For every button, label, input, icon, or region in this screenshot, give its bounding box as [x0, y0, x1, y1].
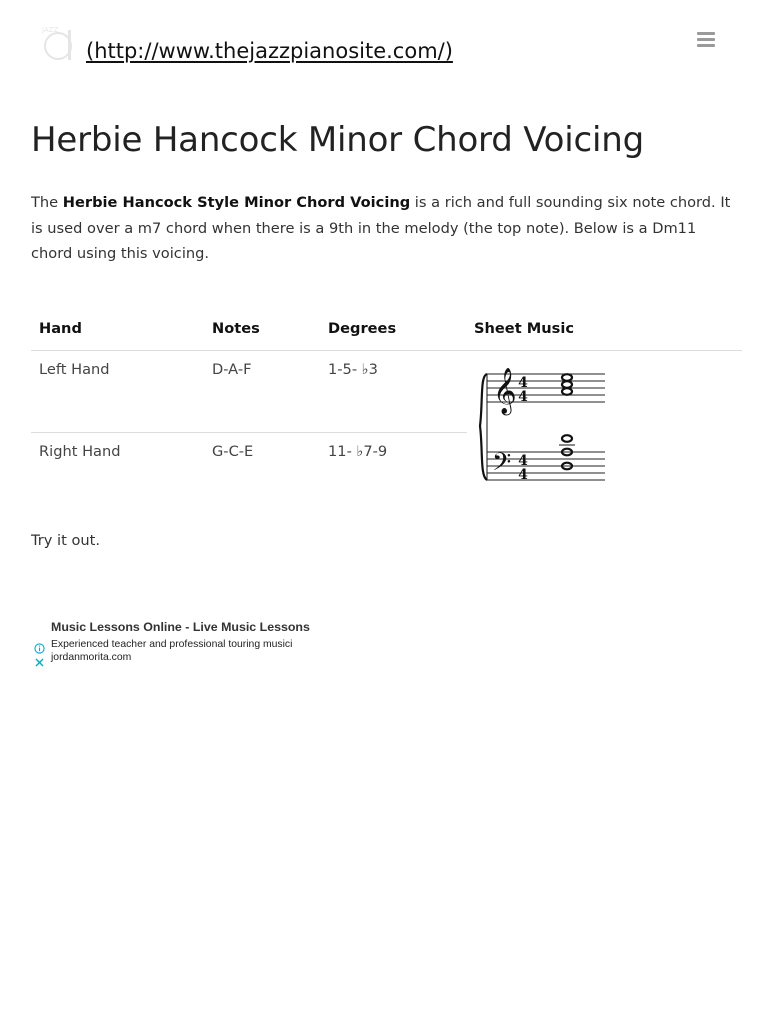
- ad-info-icon[interactable]: [34, 643, 45, 654]
- ad-url[interactable]: jordanmorita.com: [51, 652, 132, 663]
- try-it-out-text: Try it out.: [31, 532, 100, 549]
- column-header-notes: Notes: [212, 320, 260, 337]
- column-header-hand: Hand: [39, 320, 82, 337]
- table-header-divider: [31, 350, 742, 351]
- bass-clef-icon: 𝄢: [492, 448, 512, 483]
- intro-bold-term: Herbie Hancock Style Minor Chord Voicing: [62, 194, 411, 211]
- ad-close-icon[interactable]: [34, 657, 45, 668]
- treble-chord-notes: [562, 374, 572, 395]
- intro-suffix: is a rich and full sounding six note chord. It is used over a m7 chord when there is a 9th in the melody (the top note). Below is a Dm11 chord using this voicing.: [31, 194, 731, 262]
- ad-title[interactable]: Music Lessons Online - Live Music Lessons: [51, 620, 310, 634]
- row-left-hand-degrees: 1-5- ♭3: [328, 361, 378, 378]
- ad-description[interactable]: Experienced teacher and professional touring musici: [51, 639, 293, 650]
- svg-text:4: 4: [518, 453, 528, 469]
- treble-clef-icon: 𝄞: [493, 368, 517, 414]
- site-header: [0, 0, 768, 95]
- svg-text:4: 4: [518, 467, 528, 483]
- row-right-hand-degrees: 11- ♭7-9: [328, 443, 388, 460]
- row-left-hand-notes: D-A-F: [212, 361, 252, 378]
- intro-prefix: The: [31, 194, 63, 211]
- table-row-divider: [31, 432, 467, 433]
- row-left-hand-hand: Left Hand: [39, 361, 110, 378]
- grand-staff-chord-image: [477, 362, 611, 494]
- svg-text:4: 4: [518, 375, 528, 391]
- svg-text:JAZZ: JAZZ: [42, 26, 59, 34]
- column-header-sheet-music: Sheet Music: [474, 320, 575, 337]
- row-right-hand-notes: G-C-E: [212, 443, 254, 460]
- intro-paragraph: [31, 190, 739, 267]
- ad-banner[interactable]: [31, 618, 310, 672]
- row-right-hand-hand: Right Hand: [39, 443, 121, 460]
- svg-text:4: 4: [518, 389, 528, 405]
- site-home-link[interactable]: (http://www.thejazzpianosite.com/): [86, 39, 453, 63]
- column-header-degrees: Degrees: [328, 320, 397, 337]
- page-title: Herbie Hancock Minor Chord Voicing: [31, 120, 644, 160]
- hamburger-menu-icon[interactable]: [697, 32, 717, 50]
